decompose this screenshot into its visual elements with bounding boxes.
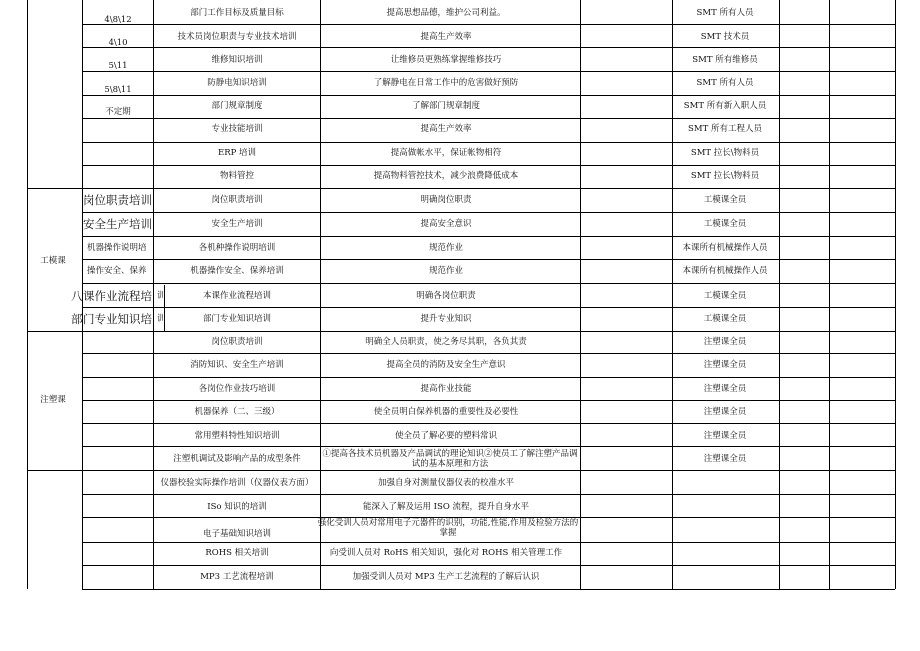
department-label: 工模课 bbox=[40, 256, 66, 266]
purpose-cell: 规范作业 bbox=[428, 266, 464, 276]
grid-line bbox=[672, 0, 673, 589]
purpose-cell: 加强自身对测量仪器仪表的校准水平 bbox=[377, 478, 515, 488]
purpose-cell: 提高生产效率 bbox=[420, 32, 472, 42]
audience-cell: SMT 拉长\物料员 bbox=[690, 148, 760, 158]
audience-cell: 本课所有机械操作人员 bbox=[682, 243, 768, 253]
audience-cell: SMT 所有维修员 bbox=[692, 55, 758, 65]
course-cell: ISo 知识的培训 bbox=[207, 502, 267, 512]
purpose-cell: 提高安全意识 bbox=[420, 219, 472, 229]
course-cell: 机器操作安全、保养培训 bbox=[190, 266, 284, 276]
grid-line bbox=[82, 423, 895, 424]
audience-cell: SMT 所有工程人员 bbox=[688, 124, 762, 134]
course-cell: 机器保养（二、三级） bbox=[194, 407, 280, 417]
grid-line bbox=[82, 259, 895, 260]
course-cell: 物料管控 bbox=[219, 171, 255, 181]
course-cell: 常用塑料特性知识培训 bbox=[194, 431, 280, 441]
topic-tail: 训 bbox=[157, 291, 166, 301]
audience-cell: 注塑课全员 bbox=[703, 431, 747, 441]
audience-cell: 注塑课全员 bbox=[703, 360, 747, 370]
period-cell: 不定期 bbox=[105, 107, 131, 117]
audience-cell: 工模课全员 bbox=[703, 219, 747, 229]
grid-line bbox=[82, 24, 895, 25]
grid-line bbox=[82, 47, 895, 48]
grid-line bbox=[82, 565, 895, 566]
course-cell: 岗位职责培训 bbox=[211, 195, 263, 205]
purpose-cell: 加强受训人员对 MP3 生产工艺流程的了解后认识 bbox=[352, 572, 540, 582]
purpose-cell: 提高生产效率 bbox=[420, 124, 472, 134]
audience-cell: 工模课全员 bbox=[703, 314, 747, 324]
purpose-cell: 规范作业 bbox=[428, 243, 464, 253]
grid-line bbox=[82, 118, 895, 119]
course-cell: ROHS 相关培训 bbox=[205, 548, 269, 558]
course-cell: 部门专业知识培训 bbox=[202, 314, 272, 324]
topic-cell: 门专业知识培 bbox=[83, 312, 152, 326]
purpose-cell: 明确各岗位职责 bbox=[416, 291, 476, 301]
topic-cell: 安全生产培训 bbox=[83, 217, 152, 231]
purpose-cell: 提高思想品德，维护公司利益。 bbox=[386, 8, 506, 18]
purpose-cell: 能深入了解及运用 ISO 流程，提升自身水平 bbox=[362, 502, 530, 512]
grid-line bbox=[27, 470, 895, 471]
course-cell: 消防知识、安全生产培训 bbox=[190, 360, 284, 370]
audience-cell: SMT 技术员 bbox=[700, 32, 750, 42]
purpose-cell: 向受训人员对 RoHS 相关知识，强化对 ROHS 相关管理工作 bbox=[329, 548, 563, 558]
course-cell: 注塑机调试及影响产品的成型条件 bbox=[173, 454, 301, 464]
grid-line bbox=[82, 307, 895, 308]
purpose-cell: 使全员明白保养机器的重要性及必要性 bbox=[373, 407, 519, 417]
purpose-cell: 提高作业技能 bbox=[420, 384, 472, 394]
grid-line bbox=[82, 542, 895, 543]
topic-cell: 岗位职责培训 bbox=[83, 193, 152, 207]
purpose-cell: 强化受训人员对常用电子元器件的识别，功能,性能,作用及检验方法的掌握 bbox=[317, 518, 579, 538]
purpose-cell: 了解部门规章制度 bbox=[411, 101, 481, 111]
grid-line bbox=[82, 165, 895, 166]
grid-line bbox=[27, 188, 895, 189]
side-label: 部 bbox=[71, 312, 83, 326]
purpose-cell: 提高做帐水平，保证帐物相符 bbox=[390, 148, 502, 158]
course-cell: 各岗位作业技巧培训 bbox=[198, 384, 276, 394]
period-cell: 4\10 bbox=[108, 38, 128, 48]
purpose-cell: 提升专业知识 bbox=[420, 314, 472, 324]
grid-line bbox=[779, 0, 780, 589]
period-cell: 5\11 bbox=[108, 61, 128, 71]
course-cell: 部门规章制度 bbox=[211, 101, 263, 111]
grid-line bbox=[895, 0, 896, 589]
topic-cell: 机器操作说明培 bbox=[87, 243, 147, 253]
audience-cell: 注塑课全员 bbox=[703, 454, 747, 464]
course-cell: 电子基础知识培训 bbox=[202, 529, 272, 539]
grid-line bbox=[82, 283, 895, 284]
purpose-cell: 了解静电在日常工作中的危害做好预防 bbox=[373, 78, 519, 88]
audience-cell: 工模课全员 bbox=[703, 195, 747, 205]
course-cell: 部门工作目标及质量目标 bbox=[190, 8, 284, 18]
topic-tail: 训 bbox=[157, 314, 166, 324]
topic-cell: 操作安全、保养 bbox=[87, 266, 147, 276]
audience-cell: SMT 所有新入职人员 bbox=[683, 101, 767, 111]
purpose-cell: 明确岗位职责 bbox=[420, 195, 472, 205]
grid-line bbox=[580, 0, 581, 589]
audience-cell: SMT 所有人员 bbox=[696, 8, 754, 18]
period-cell: 4\8\12 bbox=[104, 15, 132, 25]
course-cell: 岗位职责培训 bbox=[211, 337, 263, 347]
course-cell: 专业技能培训 bbox=[211, 124, 263, 134]
grid-line bbox=[829, 0, 830, 589]
purpose-cell: 提高全员的消防及安全生产意识 bbox=[386, 360, 506, 370]
grid-line bbox=[82, 236, 895, 237]
audience-cell: 工模课全员 bbox=[703, 291, 747, 301]
grid-line bbox=[27, 0, 28, 589]
purpose-cell: 让维修员更熟练掌握维修技巧 bbox=[390, 55, 502, 65]
course-cell: ERP 培训 bbox=[217, 148, 257, 158]
grid-line bbox=[82, 95, 895, 96]
grid-line bbox=[82, 212, 895, 213]
grid-line bbox=[82, 71, 895, 72]
grid-line bbox=[82, 494, 895, 495]
purpose-cell: 提高物料管控技术，减少浪费降低成本 bbox=[373, 171, 519, 181]
course-cell: 技术员岗位职责与专业技术培训 bbox=[177, 32, 297, 42]
course-cell: 防静电知识培训 bbox=[207, 78, 267, 88]
course-cell: 各机种操作说明培训 bbox=[198, 243, 276, 253]
purpose-cell: ①提高各技术员机器及产品调试的理论知识②使员工了解注塑产品调试的基本原理和方法 bbox=[322, 449, 578, 469]
side-label: 八 bbox=[71, 289, 83, 303]
course-cell: MP3 工艺流程培训 bbox=[200, 572, 274, 582]
purpose-cell: 明确全人员职责，使之务尽其职，各负其责 bbox=[365, 337, 527, 347]
period-cell: 5\8\11 bbox=[104, 85, 132, 95]
audience-cell: 本课所有机械操作人员 bbox=[682, 266, 768, 276]
course-cell: 本课作业流程培训 bbox=[202, 291, 272, 301]
grid-line bbox=[153, 0, 154, 589]
grid-line bbox=[82, 142, 895, 143]
topic-cell: 课作业流程培 bbox=[83, 289, 152, 303]
department-label: 注塑课 bbox=[40, 395, 66, 405]
audience-cell: 注塑课全员 bbox=[703, 337, 747, 347]
grid-line bbox=[82, 353, 895, 354]
audience-cell: 注塑课全员 bbox=[703, 384, 747, 394]
course-cell: 维修知识培训 bbox=[211, 55, 263, 65]
audience-cell: SMT 拉长\物料员 bbox=[690, 171, 760, 181]
course-cell: 仪器校验实际操作培训（仪器仪表方面） bbox=[160, 478, 314, 488]
audience-cell: 注塑课全员 bbox=[703, 407, 747, 417]
grid-line bbox=[82, 446, 895, 447]
grid-line bbox=[82, 377, 895, 378]
grid-line bbox=[320, 0, 321, 589]
grid-line bbox=[27, 331, 895, 332]
grid-line bbox=[82, 589, 895, 590]
audience-cell: SMT 所有人员 bbox=[696, 78, 754, 88]
purpose-cell: 使全员了解必要的塑料常识 bbox=[394, 431, 498, 441]
grid-line bbox=[82, 400, 895, 401]
course-cell: 安全生产培训 bbox=[211, 219, 263, 229]
